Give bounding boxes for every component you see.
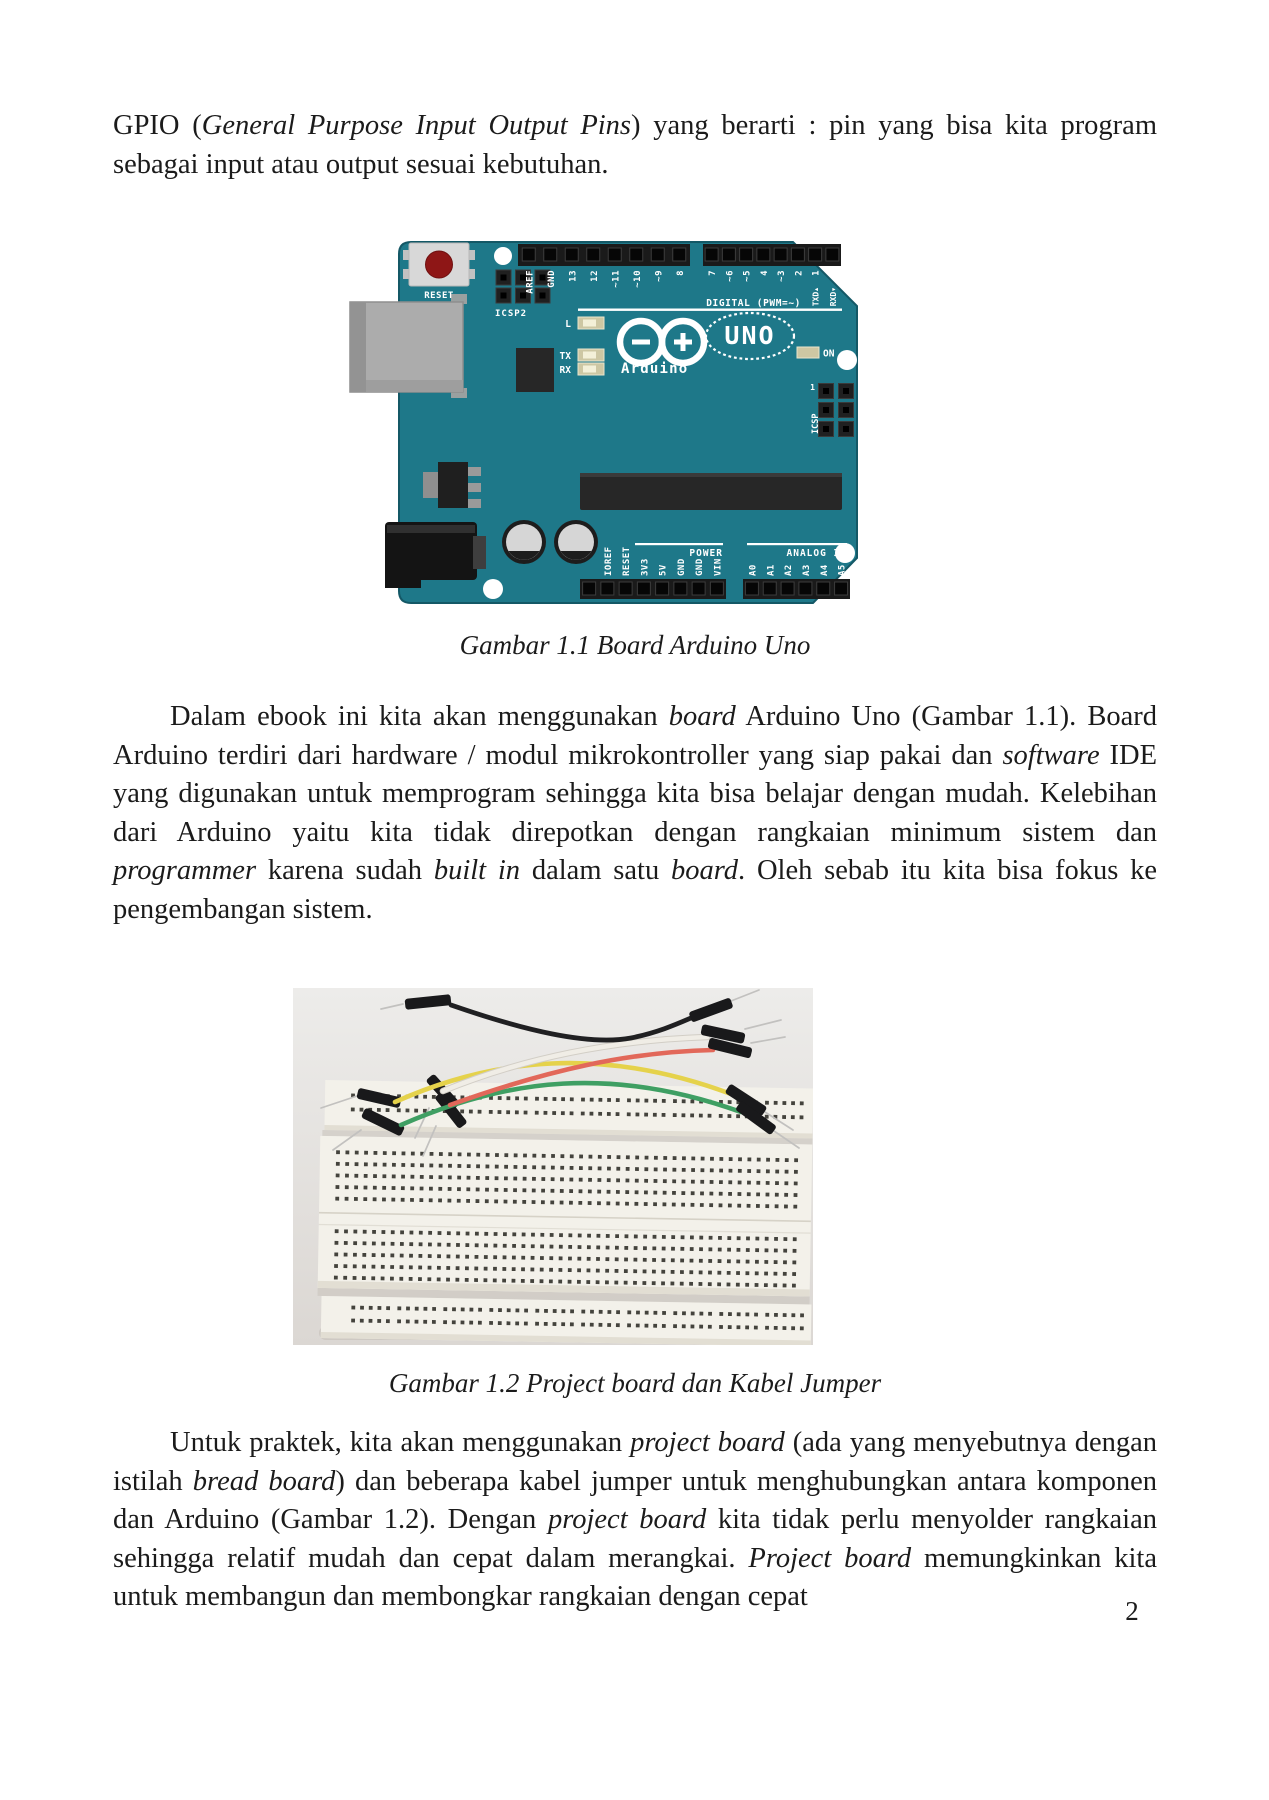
svg-text:GND: GND <box>546 270 557 288</box>
svg-text:~6: ~6 <box>725 270 736 282</box>
svg-text:~3: ~3 <box>777 270 788 282</box>
svg-text:4: 4 <box>759 270 770 276</box>
svg-text:RESET: RESET <box>424 291 454 301</box>
svg-text:RX: RX <box>559 365 571 376</box>
svg-text:~9: ~9 <box>654 270 665 282</box>
svg-text:A0: A0 <box>748 564 759 576</box>
svg-text:~5: ~5 <box>742 270 753 282</box>
svg-text:5V: 5V <box>658 564 669 576</box>
arduino-uno-illustration <box>345 238 870 610</box>
svg-text:2: 2 <box>794 270 805 276</box>
svg-text:IOREF: IOREF <box>603 546 614 576</box>
svg-text:RXD▾: RXD▾ <box>828 287 838 307</box>
figure1-caption: Gambar 1.1 Board Arduino Uno <box>459 630 811 660</box>
svg-text:L: L <box>565 319 571 330</box>
svg-text:A1: A1 <box>766 564 777 576</box>
figure-arduino-uno <box>345 238 870 615</box>
svg-text:12: 12 <box>589 270 600 282</box>
svg-text:1: 1 <box>810 383 815 392</box>
svg-text:Arduino™: Arduino™ <box>621 360 695 377</box>
paragraph-gpio: GPIO (General Purpose Input Output Pins) yang berarti : pin yang bisa kita program sebagai input atau output sesuai kebutuhan. <box>113 110 1157 180</box>
svg-text:DIGITAL (PWM=~): DIGITAL (PWM=~) <box>706 298 801 309</box>
figure-breadboard <box>293 988 813 1350</box>
svg-text:VIN: VIN <box>713 558 724 576</box>
svg-text:RESET: RESET <box>622 546 633 576</box>
svg-text:ICSP2: ICSP2 <box>495 309 528 319</box>
svg-text:POWER: POWER <box>689 548 723 559</box>
svg-text:A5: A5 <box>837 564 848 576</box>
svg-text:ANALOG IN: ANALOG IN <box>786 548 847 559</box>
svg-text:13: 13 <box>568 270 579 282</box>
svg-text:GND: GND <box>676 558 687 576</box>
figure2-caption: Gambar 1.2 Project board dan Kabel Jumper <box>388 1368 882 1398</box>
svg-text:~11: ~11 <box>611 270 622 288</box>
svg-text:3V3: 3V3 <box>640 558 651 576</box>
paragraph-arduino: Dalam ebook ini kita akan menggunakan board Arduino Uno (Gambar 1.1). Board Arduino terdiri dari hardware / modul mikrokontroller yang siap pakai dan software IDE yang digunakan untuk memprogram sehingga kita bisa belajar dengan mudah. Kelebihan dari Arduino yaitu kita tidak direpotkan dengan rangkaian minimum sistem dan programmer karena sudah built in dalam satu board. Oleh sebab itu kita bisa fokus ke pengembangan sistem. <box>113 701 1158 925</box>
svg-text:A2: A2 <box>784 564 795 576</box>
svg-text:A3: A3 <box>801 564 812 576</box>
svg-text:1: 1 <box>811 270 822 276</box>
svg-text:TXD▴: TXD▴ <box>811 287 821 307</box>
svg-text:0: 0 <box>828 270 839 276</box>
svg-text:TX: TX <box>559 351 571 362</box>
svg-text:~10: ~10 <box>632 270 643 288</box>
svg-text:ON: ON <box>823 348 835 360</box>
svg-text:AREF: AREF <box>525 270 536 294</box>
svg-text:A4: A4 <box>819 564 830 576</box>
breadboard-photo <box>293 988 813 1345</box>
paragraph-projectboard: Untuk praktek, kita akan menggunakan project board (ada yang menyebutnya dengan istilah bread board) dan beberapa kabel jumper untuk menghubungkan antara komponen dan Arduino (Gambar 1.2). Dengan project board kita tidak perlu menyolder rangkaian sehingga relatif mudah dan cepat dalam merangkai. Project board memungkinkan kita untuk membangun dan membongkar rangkaian dengan cepat <box>113 1427 1157 1612</box>
page-number: 2 <box>1125 1596 1139 1626</box>
svg-text:GND: GND <box>695 558 706 576</box>
svg-text:UNO: UNO <box>724 321 776 350</box>
svg-text:ICSP: ICSP <box>811 413 821 434</box>
svg-text:8: 8 <box>675 270 686 276</box>
svg-text:7: 7 <box>708 270 719 276</box>
